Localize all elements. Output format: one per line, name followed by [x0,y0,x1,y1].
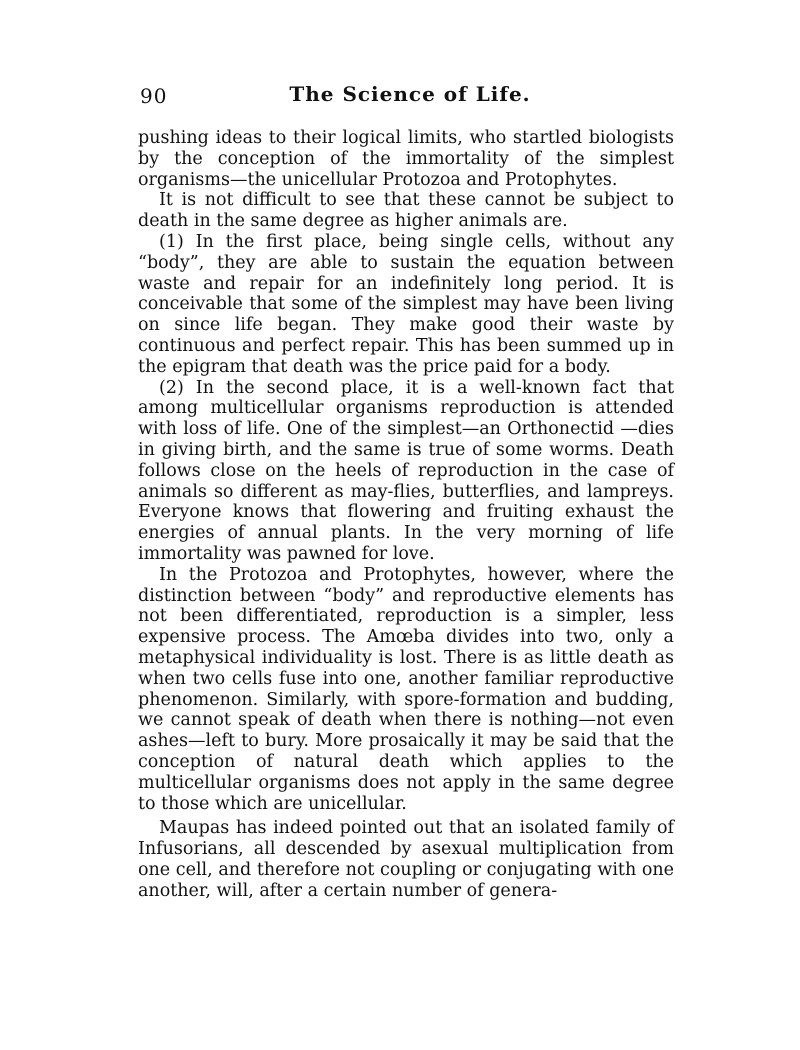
paragraph-maupas: Maupas has indeed pointed out that an isolated family of Infusorians, all descended by asexual multiplication from one cell, and therefore not coupling or conjugating with one another, will, after a certain number of genera- [138,818,674,901]
paragraph-point-two: (2) In the second place, it is a well-known fact that among multicellular organisms reproduction is attended with loss of life. One of the simplest—an Orthonectid —dies in giving birth, and the same is true of some worms. Death follows close on the heels of reproduction in the case of animals so different as may-flies, butterflies, and lampreys. Everyone knows that flowering and fruiting exhaust the energies of annual plants. In the very morning of life immortality was pawned for love. [138,377,674,564]
paragraph-death-degree: It is not difficult to see that these cannot be subject to death in the same degree as higher animals are. [138,190,674,232]
paragraph-point-one: (1) In the first place, being single cells, without any “body”, they are able to sustain the equation between waste and repair for an indefinitely long period. It is conceivable that some of the simplest may have been living on since life began. They make good their waste by continuous and perfect repair. This has been summed up in the epigram that death was the price paid for a body. [138,231,674,377]
paragraph-protozoa: In the Protozoa and Protophytes, however, where the distinction between “body” and reproductive elements has not been differentiated, reproduction is a simpler, less expensive process. The Amœba divides into two, only a metaphysical individuality is lost. There is as little death as when two cells fuse into one, another familiar reproductive phenomenon. Similarly, with spore-formation and budding, we cannot speak of death when there is nothing—not even ashes—left to bury. More prosaically it may be said that the conception of natural death which applies to the multicellular organisms does not apply in the same degree to those which are unicellular. [138,564,674,814]
body-text [138,128,674,901]
page-number: 90 [140,84,168,108]
paragraph-continuation: pushing ideas to their logical limits, who startled biologists by the conception of the immortality of the simplest organisms—the unicellular Protozoa and Protophytes. [138,128,674,190]
running-head [140,82,680,112]
running-title: The Science of Life. [289,82,531,106]
